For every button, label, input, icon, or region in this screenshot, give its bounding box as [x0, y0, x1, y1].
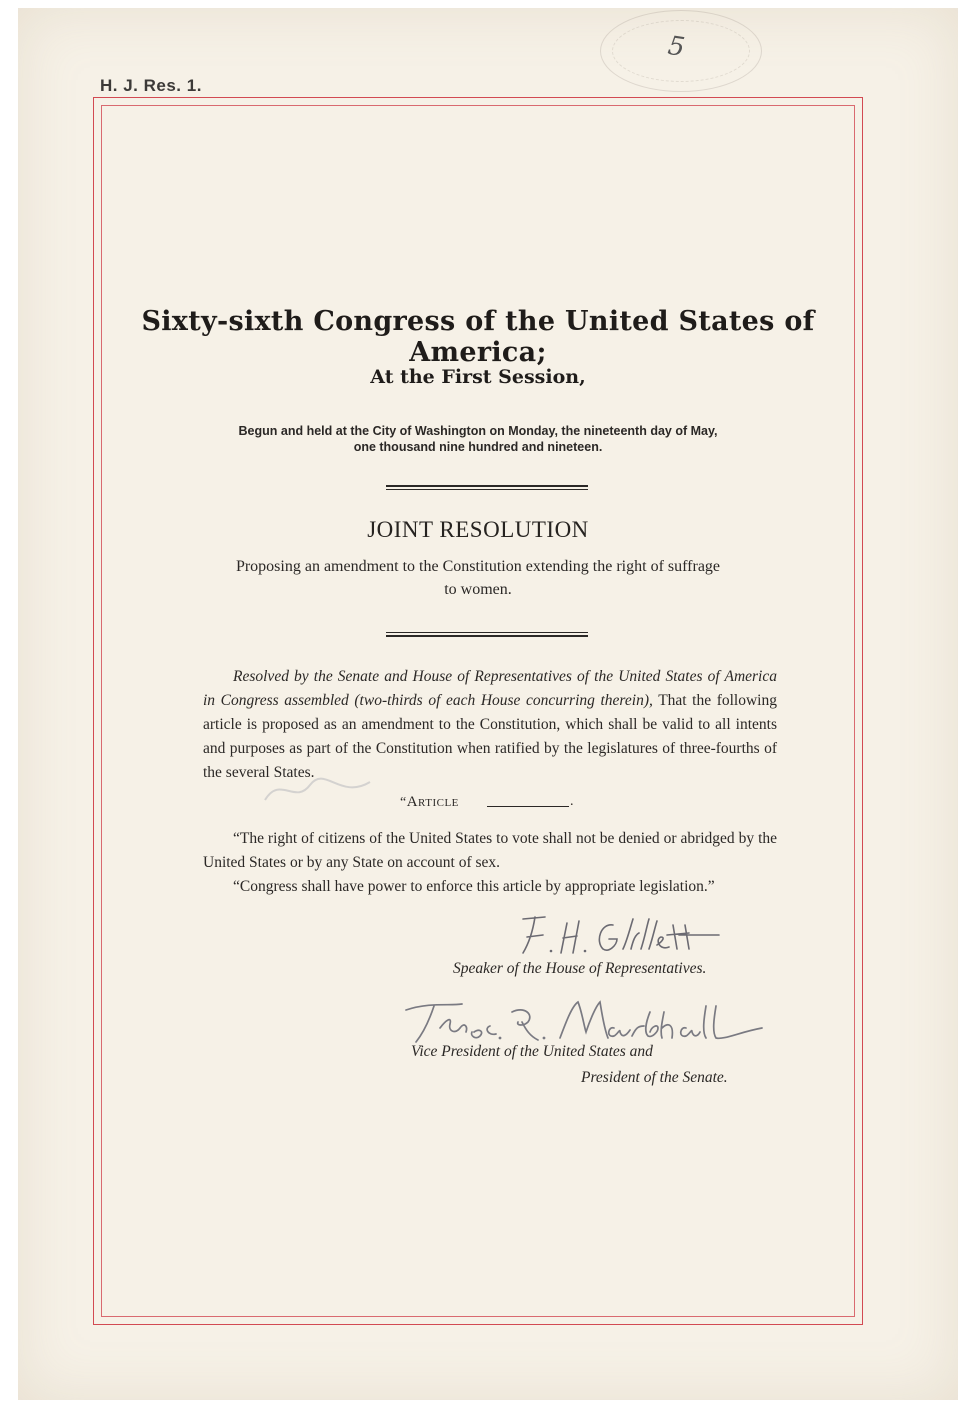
- divider-rule-top: [386, 485, 588, 487]
- resolving-clause: [203, 665, 777, 785]
- article-paragraph-2: “Congress shall have power to enforce this article by appropriate legislation.”: [233, 878, 715, 895]
- speaker-signature: [505, 905, 725, 965]
- article-paragraph-1: “The right of citizens of the United States to vote shall not be denied or abridged by the United States or by any State on account of sex.: [203, 830, 777, 871]
- article-heading-period: .: [570, 794, 574, 809]
- resolution-subtitle-line-1: Proposing an amendment to the Constitution extending the right of suffrage: [235, 558, 721, 575]
- session-heading: At the First Session,: [370, 366, 586, 388]
- article-heading-dash: [487, 806, 569, 807]
- article-heading-word: Article: [406, 794, 459, 810]
- resolving-clause-roman: That the following article is proposed as an amendment to the Constitution, which shall be valid to all intents and purposes as part of the Constitution when ratified by the legislatures of three-fourths of the several States.: [203, 692, 777, 781]
- resolution-title: JOINT RESOLUTION: [367, 517, 589, 542]
- article-text: [203, 827, 777, 899]
- bill-identifier: H. J. Res. 1.: [100, 76, 202, 95]
- resolving-clause-italic: Resolved by the Senate and House of Representatives of the United States of America in Congress assembled (two-thirds of each House concurring therein),: [203, 668, 777, 709]
- begun-line-2: one thousand nine hundred and nineteen.: [353, 440, 603, 454]
- begun-statement: [101, 423, 855, 455]
- divider-rule-top-thin: [386, 489, 588, 490]
- congress-heading: Sixty-sixth Congress of the United States of America;: [141, 306, 815, 368]
- divider-rule-middle-1: [386, 632, 588, 633]
- speaker-title: Speaker of the House of Representatives.: [453, 960, 707, 977]
- article-heading-quote: “: [400, 795, 407, 810]
- resolution-subtitle-line-2: to women.: [444, 581, 512, 598]
- divider-rule-middle-2: [386, 635, 588, 637]
- vice-president-title-line-1: Vice President of the United States and: [411, 1043, 653, 1060]
- resolution-subtitle: [101, 555, 855, 601]
- vice-president-title-line-2: President of the Senate.: [581, 1069, 728, 1086]
- article-heading: [400, 794, 459, 811]
- begun-line-1: Begun and held at the City of Washington on Monday, the nineteenth day of May,: [238, 424, 718, 438]
- handwritten-page-number: 5: [665, 30, 687, 64]
